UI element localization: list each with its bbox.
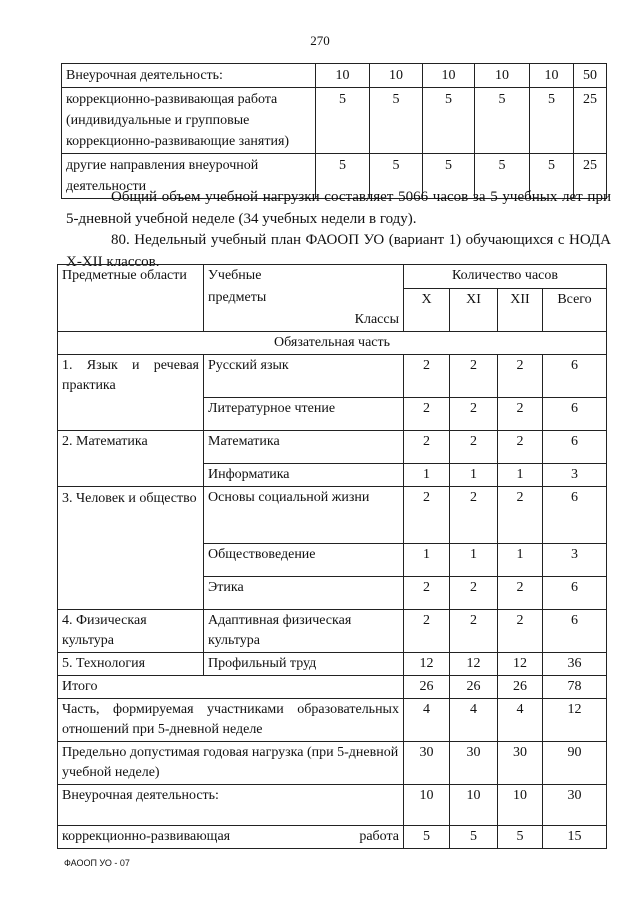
subject-name: Обществоведение [204,544,404,577]
table-row [58,487,607,544]
hours-total: 90 [543,742,607,785]
hours-x: 5 [404,826,450,849]
hours-xi: 2 [450,610,498,653]
subject-name: Профильный труд [204,653,404,676]
hours-x: 1 [404,464,450,487]
hours-total: 15 [543,826,607,849]
hours-x: 2 [404,355,450,398]
header-subject-areas: Предметные области [58,265,204,332]
hours-total: 36 [543,653,607,676]
hours-total: 6 [543,355,607,398]
document-code: ФАООП УО - 07 [64,858,130,868]
value-cell: 10 [530,64,574,88]
subject-area-cell: 2. Математика [58,431,204,487]
table-row [58,826,607,849]
value-cell: 5 [423,88,475,154]
value-cell: 5 [316,88,370,154]
header-classes: Классы [354,312,399,327]
hours-x: 10 [404,785,450,826]
subject-name: Литературное чтение [204,398,404,431]
table-row [62,64,607,88]
hours-total: 6 [543,577,607,610]
header-col-xi: XI [450,289,498,332]
area-word: Язык [86,358,118,373]
value-cell: 5 [370,154,423,199]
mandatory-part-label: Обязательная часть [58,332,607,355]
total-cell: 25 [574,154,607,199]
hours-xii: 30 [498,742,543,785]
hours-total: 78 [543,676,607,699]
hours-xi: 2 [450,431,498,464]
extracurricular-label: Внеурочная деятельность: [58,785,404,826]
hours-xi: 12 [450,653,498,676]
header-col-xii: XII [498,289,543,332]
total-cell: 50 [574,64,607,88]
value-cell: 10 [316,64,370,88]
hours-x: 12 [404,653,450,676]
hours-xi: 2 [450,577,498,610]
hours-xii: 12 [498,653,543,676]
max-load-label: Предельно допустимая годовая нагрузка (при 5-дневной учебной неделе) [58,742,404,785]
page-number: 270 [310,33,330,48]
header-subjects-line2: предметы [208,290,267,305]
value-cell: 5 [370,88,423,154]
table-row [58,742,607,785]
hours-xi: 2 [450,355,498,398]
curriculum-table [57,264,607,849]
table-row [58,431,607,464]
hours-xi: 10 [450,785,498,826]
hours-x: 2 [404,398,450,431]
hours-xii: 2 [498,398,543,431]
header-subjects-line1: Учебные [208,268,262,283]
value-cell: 10 [423,64,475,88]
hours-xi: 1 [450,544,498,577]
hours-xii: 5 [498,826,543,849]
subject-name: Этика [204,577,404,610]
participants-line: отношений при 5-дневной неделе [62,722,263,737]
hours-xii: 1 [498,464,543,487]
hours-x: 2 [404,487,450,544]
header-col-x: X [404,289,450,332]
hours-xii: 2 [498,431,543,464]
hours-xii: 1 [498,544,543,577]
subject-area-cell [58,355,204,431]
section-row [58,332,607,355]
hours-xii: 2 [498,355,543,398]
correction-right: работа [359,829,399,844]
subject-name: Математика [204,431,404,464]
row-label: Внеурочная деятельность: [62,64,316,88]
hours-xii: 10 [498,785,543,826]
hours-total: 6 [543,431,607,464]
correction-left: коррекционно-развивающая [62,829,231,844]
load-summary-paragraph: Общий объем учебной нагрузки составляет 5066 часов за 5 учебных лет при 5-дневной учебной неделе (34 учебных недели в году). [66,189,611,227]
table-row [58,610,607,653]
table-row [58,785,607,826]
subject-area-cell: 4. Физическая культура [58,610,204,653]
hours-total: 12 [543,699,607,742]
value-cell: 5 [423,154,475,199]
area-word: 1. [62,358,73,373]
hours-xii: 2 [498,610,543,653]
participants-word: образовательных [297,702,399,717]
hours-xi: 26 [450,676,498,699]
row-label: другие направления внеурочной деятельности [62,154,316,199]
header-col-total: Всего [543,289,607,332]
hours-total: 3 [543,464,607,487]
total-cell: 25 [574,88,607,154]
table-row [58,355,607,398]
table-row [58,699,607,742]
subject-name: Основы социальной жизни [204,487,404,544]
section-heading-paragraph: 80. Недельный учебный план ФАООП УО (вариант 1) обучающихся с НОДА X-XII классов. [66,232,611,270]
total-row [58,676,607,699]
table-row [62,88,607,154]
hours-xii: 2 [498,577,543,610]
value-cell: 5 [530,88,574,154]
subject-area-cell: 3. Человек и общество [58,487,204,610]
value-cell: 10 [475,64,530,88]
hours-total: 6 [543,487,607,544]
participants-word: Часть, [62,702,100,717]
hours-x: 30 [404,742,450,785]
hours-x: 26 [404,676,450,699]
hours-total: 3 [543,544,607,577]
participants-word: участниками [207,702,284,717]
hours-xi: 4 [450,699,498,742]
subject-name: Информатика [204,464,404,487]
area-word: и [132,358,140,373]
hours-total: 30 [543,785,607,826]
hours-xi: 2 [450,487,498,544]
hours-xii: 2 [498,487,543,544]
hours-xii: 4 [498,699,543,742]
hours-xi: 5 [450,826,498,849]
row-label: коррекционно-развивающая работа (индивидуальные и групповые коррекционно-развивающие занятия) [62,88,316,154]
value-cell: 5 [475,88,530,154]
participants-line [62,700,399,720]
hours-x: 2 [404,577,450,610]
value-cell: 5 [316,154,370,199]
value-cell: 10 [370,64,423,88]
value-cell: 5 [475,154,530,199]
hours-xi: 1 [450,464,498,487]
hours-total: 6 [543,398,607,431]
subject-name: Адаптивная физическая культура [204,610,404,653]
header-hours: Количество часов [404,265,607,289]
area-word: речевая [153,358,199,373]
correction-cell [58,826,404,849]
header-row [58,265,607,289]
area-line [62,356,199,376]
hours-xi: 2 [450,398,498,431]
header-subjects [204,265,404,332]
value-cell: 5 [530,154,574,199]
hours-total: 6 [543,610,607,653]
total-label: Итого [58,676,404,699]
hours-xii: 26 [498,676,543,699]
hours-x: 1 [404,544,450,577]
subject-area-cell: 5. Технология [58,653,204,676]
table-row [58,653,607,676]
hours-xi: 30 [450,742,498,785]
hours-x: 2 [404,610,450,653]
correction-line [62,827,399,847]
area-line: практика [62,378,116,393]
hours-x: 2 [404,431,450,464]
subject-name: Русский язык [204,355,404,398]
extracurricular-summary-table [61,63,607,199]
hours-x: 4 [404,699,450,742]
participants-part-cell [58,699,404,742]
participants-word: формируемая [113,702,194,717]
